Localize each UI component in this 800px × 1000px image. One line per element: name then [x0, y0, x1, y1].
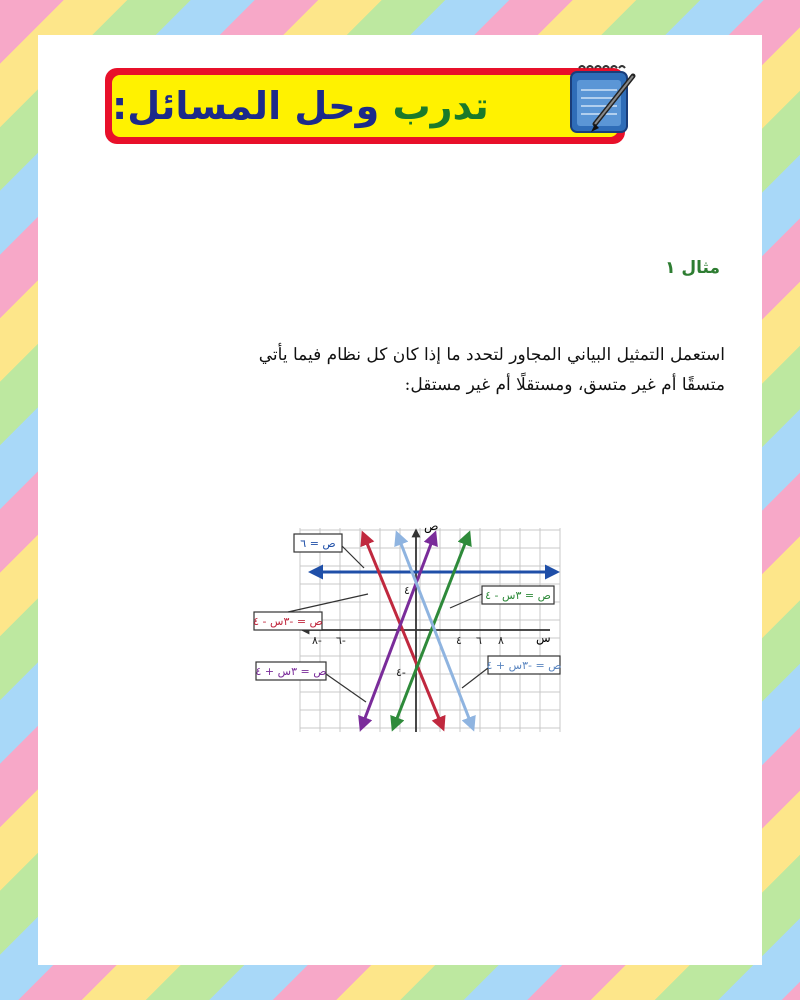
question-line-1: استعمل التمثيل البياني المجاور لتحدد ما إذا كان كل نظام فيما يأتي [258, 345, 725, 365]
example-label: مثال ١ [665, 258, 720, 278]
label-right-pos-box [450, 586, 554, 608]
y-tick: ٤ [404, 584, 410, 597]
question-text [125, 340, 725, 400]
y-tick: ٤- [396, 666, 406, 679]
title-part-2: وحل المسائل: [112, 84, 393, 128]
x-axis-label: س [536, 631, 551, 645]
x-tick: ٤ [456, 634, 462, 647]
label-left-neg-box [253, 594, 368, 630]
label-right-neg: ص = -٣س + ٤ [486, 659, 562, 672]
line-left-pos [362, 536, 434, 726]
title-banner [105, 68, 625, 144]
label-right-neg-box [462, 656, 561, 688]
systems-graph [218, 490, 568, 740]
label-horizontal: ص = ٦ [300, 537, 336, 550]
x-tick: ٨- [312, 634, 322, 647]
x-tick: ٦ [476, 634, 482, 647]
notepad-pen-icon [565, 62, 639, 138]
question-line-2: متسقًا أم غير متسق، ومستقلًا أم غير مستقل: [404, 375, 725, 395]
label-right-pos: ص = ٣س - ٤ [485, 589, 551, 602]
label-left-neg: ص = -٣س - ٤ [253, 615, 323, 628]
line-right-neg [398, 536, 472, 726]
title-part-1: تدرب [392, 84, 489, 128]
x-tick: ٨ [498, 634, 504, 647]
x-tick: ٦- [336, 634, 346, 647]
page-title [112, 84, 489, 128]
label-left-pos-box [256, 662, 367, 702]
y-axis-label: ص [424, 519, 439, 533]
label-horizontal-box [294, 534, 364, 568]
title-banner-inner [112, 75, 618, 137]
label-left-pos: ص = ٣س + ٤ [255, 665, 327, 678]
